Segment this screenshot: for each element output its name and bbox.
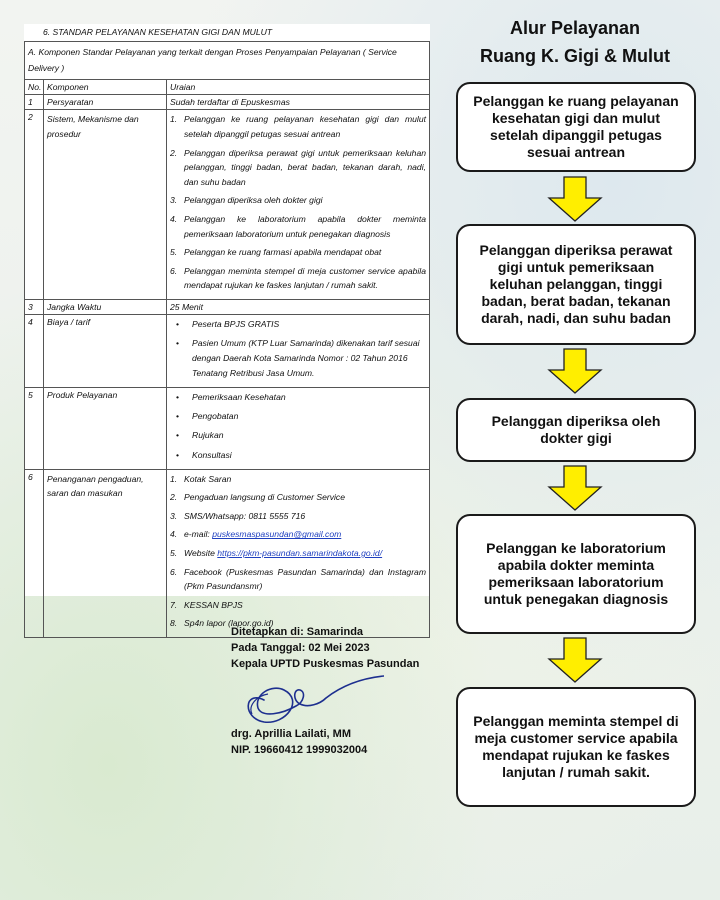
list-item: • Pasien Umum (KTP Luar Samarinda) dikenakan tarif sesuai dengan Daerah Kota Samarinda Nomor : 02 Tahun 2016 Tenatang Retribusi Jasa Umum. [176, 338, 420, 379]
section-a-row [25, 42, 430, 80]
list-item: • Pengobatan [176, 411, 239, 422]
list-item: 5. Website https://pkm-pasundan.samarindakota.go.id/ [170, 547, 383, 558]
flow-title [450, 14, 700, 70]
list-item: 1. Pelanggan ke ruang pelayanan kesehatan gigi dan mulut setelah dipanggil petugas sesuai antrean [170, 114, 426, 139]
row-komponen: Sistem, Mekanisme dan prosedur [44, 110, 167, 300]
row-uraian [167, 388, 430, 469]
list-item: • Pemeriksaan Kesehatan [176, 392, 286, 403]
row-no: 4 [25, 315, 44, 388]
row-uraian [167, 315, 430, 388]
product-list [170, 390, 426, 462]
row-uraian [167, 469, 430, 637]
row-uraian: Sudah terdaftar di Epuskesmas [167, 94, 430, 109]
row-komponen: Persyaratan [44, 94, 167, 109]
row-no: 2 [25, 110, 44, 300]
flow-title-line2: Ruang K. Gigi & Mulut [480, 46, 670, 66]
row-komponen: Produk Pelayanan [44, 388, 167, 469]
signatory [231, 726, 367, 758]
table-row [25, 110, 430, 300]
list-item: • Konsultasi [176, 449, 232, 460]
row-komponen: Jangka Waktu [44, 299, 167, 314]
signature-place: Ditetapkan di: Samarinda [231, 626, 364, 638]
flow-step-1: Pelanggan ke ruang pelayanan kesehatan gigi dan mulut setelah dipanggil petugas sesuai antrean [456, 82, 696, 172]
list-item: 5. Pelanggan ke ruang farmasi apabila mendapat obat [170, 247, 382, 258]
table-row [25, 299, 430, 314]
document-heading: 6. STANDAR PELAYANAN KESEHATAN GIGI DAN MULUT [43, 27, 273, 37]
list-item: 3. SMS/Whatsapp: 0811 5555 716 [170, 510, 306, 521]
service-standard-table [24, 41, 430, 638]
flow-step-5: Pelanggan meminta stempel di meja customer service apabila mendapat rujukan ke faskes lanjutan / rumah sakit. [456, 687, 696, 807]
row-uraian: 25 Menit [167, 299, 430, 314]
section-a-title: A. Komponen Standar Pelayanan yang terkait dengan Proses Penyampaian Pelayanan ( Service Delivery ) [25, 42, 430, 80]
list-item: 2. Pengaduan langsung di Customer Service [170, 492, 345, 503]
row-no: 6 [25, 469, 44, 637]
flow-title-line1: Alur Pelayanan [509, 18, 641, 38]
signature-date: Pada Tanggal: 02 Mei 2023 [231, 642, 370, 654]
header-no: No. [25, 79, 44, 94]
list-item: 4. Pelanggan ke laboratorium apabila dokter meminta pemeriksaan laboratorium untuk penegakan diagnosis [170, 213, 426, 239]
table-row [25, 469, 430, 637]
list-item: 8. Sp4n lapor (lapor.go.id) [170, 618, 274, 629]
list-item: • Peserta BPJS GRATIS [176, 319, 280, 330]
list-item: 2. Pelanggan diperiksa perawat gigi untuk pemeriksaan keluhan pelanggan, tinggi badan, berat badan, tekanan darah, nadi, dan suhu badan [170, 147, 426, 187]
procedure-list [170, 112, 426, 293]
flow-step-3: Pelanggan diperiksa oleh dokter gigi [456, 398, 696, 462]
flow-step-2: Pelanggan diperiksa perawat gigi untuk pemeriksaan keluhan pelanggan, tinggi badan, berat badan, tekanan darah, nadi, dan suhu badan [456, 224, 696, 345]
handwritten-signature [234, 670, 384, 730]
row-no: 1 [25, 94, 44, 109]
email-link[interactable]: puskesmaspasundan@gmail.com [212, 529, 342, 540]
row-no: 5 [25, 388, 44, 469]
tariff-list [170, 317, 426, 381]
list-item: 6. Pelanggan meminta stempel di meja customer service apabila mendapat rujukan ke faskes lanjutan / rumah sakit. [170, 265, 426, 291]
signatory-name: drg. Aprillia Lailati, MM [231, 728, 351, 740]
list-item: 7. KESSAN BPJS [170, 599, 243, 610]
row-uraian [167, 110, 430, 300]
header-komponen: Komponen [44, 79, 167, 94]
list-item: 1. Kotak Saran [170, 473, 232, 484]
arrow-down-icon [547, 176, 603, 222]
row-no: 3 [25, 299, 44, 314]
list-item: 3. Pelanggan diperiksa oleh dokter gigi [170, 195, 323, 206]
service-standard-document [24, 24, 430, 629]
arrow-down-icon [547, 637, 603, 683]
signature-header [231, 624, 419, 672]
list-item: 6. Facebook (Puskesmas Pasundan Samarinda) dan Instagram (Pkm Pasundansmr) [170, 566, 426, 592]
table-row [25, 94, 430, 109]
table-header-row [25, 79, 430, 94]
arrow-down-icon [547, 348, 603, 394]
flow-step-4: Pelanggan ke laboratorium apabila dokter meminta pemeriksaan laboratorium untuk penegakan diagnosis [456, 514, 696, 634]
row-komponen: Biaya / tarif [44, 315, 167, 388]
signatory-nip: NIP. 19660412 1999032004 [231, 744, 368, 756]
table-row [25, 388, 430, 469]
row-komponen: Penanganan pengaduan, saran dan masukan [44, 469, 167, 637]
arrow-down-icon [547, 465, 603, 511]
list-item: • Rujukan [176, 430, 224, 441]
complaint-channel-list [170, 472, 426, 631]
list-item: 4. e-mail: puskesmaspasundan@gmail.com [170, 529, 342, 540]
signature-office: Kepala UPTD Puskesmas Pasundan [231, 658, 420, 670]
header-uraian: Uraian [167, 79, 430, 94]
table-row [25, 315, 430, 388]
website-link[interactable]: https://pkm-pasundan.samarindakota.go.id/ [217, 547, 383, 558]
